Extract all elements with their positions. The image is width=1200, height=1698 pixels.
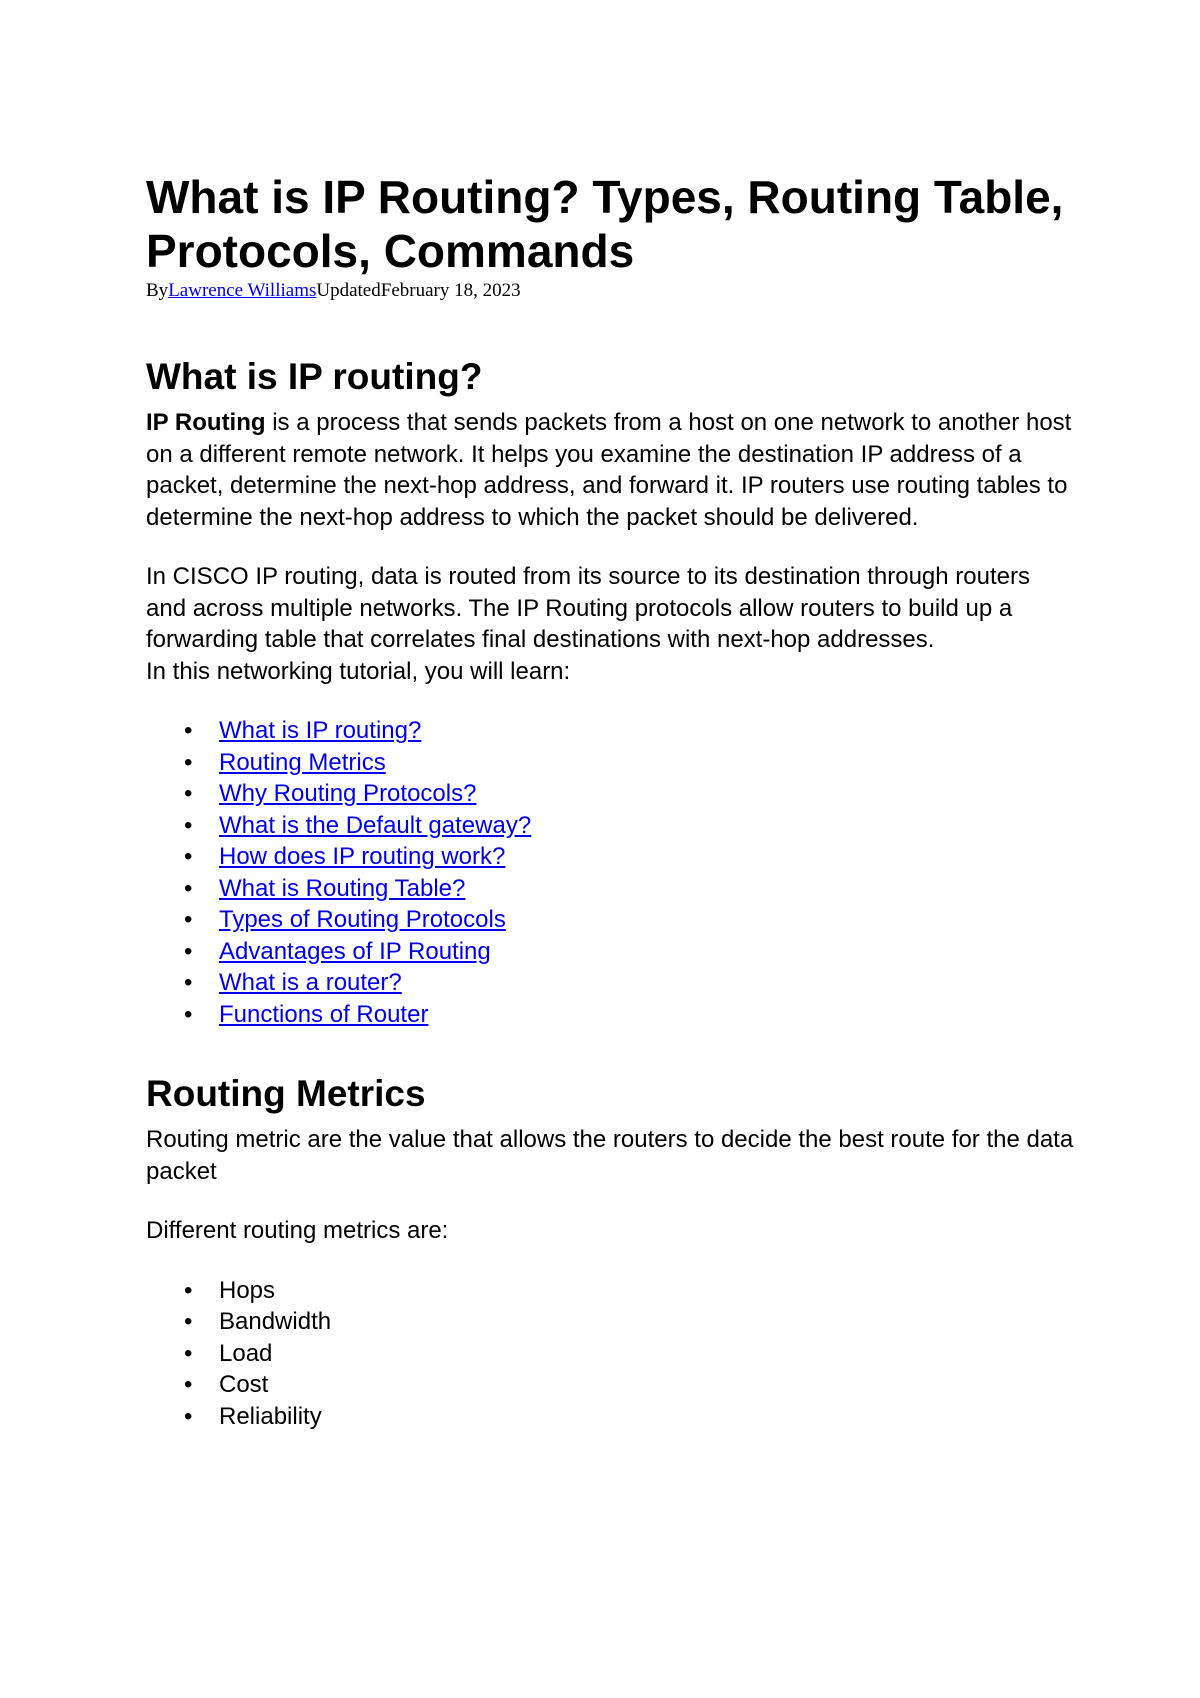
- bullet-icon: •: [184, 843, 193, 870]
- toc-item: [146, 999, 1076, 1031]
- bullet-icon: •: [184, 780, 193, 807]
- metric-item: [146, 1401, 1076, 1433]
- section-heading-ip-routing: What is IP routing?: [146, 356, 483, 397]
- bullet-icon: •: [184, 1402, 193, 1430]
- toc-link[interactable]: What is Routing Table?: [219, 874, 466, 902]
- author-link[interactable]: Lawrence Williams: [168, 280, 317, 301]
- toc-link[interactable]: Advantages of IP Routing: [219, 937, 491, 965]
- bullet-icon: •: [184, 1308, 193, 1335]
- toc-link[interactable]: Routing Metrics: [219, 748, 386, 776]
- metrics-intro-paragraph: Different routing metrics are:: [146, 1217, 449, 1244]
- metric-label: Bandwidth: [219, 1308, 332, 1335]
- toc-item: [146, 904, 1076, 936]
- bullet-icon: •: [184, 1339, 193, 1367]
- bullet-icon: •: [184, 969, 193, 996]
- metric-label: Cost: [219, 1371, 269, 1398]
- metric-label: Hops: [219, 1276, 276, 1304]
- article: [146, 170, 1076, 1432]
- bullet-icon: •: [184, 874, 193, 902]
- byline: [146, 279, 1076, 303]
- section-heading-routing-metrics: Routing Metrics: [146, 1073, 426, 1114]
- toc-link[interactable]: What is the Default gateway?: [219, 811, 532, 839]
- intro-paragraph: [146, 407, 1076, 533]
- byline-updated-label: Updated: [316, 280, 381, 301]
- toc-item: [146, 967, 1076, 999]
- toc-link[interactable]: Why Routing Protocols?: [219, 780, 477, 807]
- bullet-icon: •: [184, 1000, 193, 1028]
- intro-bold-term: IP Routing: [146, 409, 266, 436]
- byline-by-label: By: [146, 280, 169, 301]
- metric-item: [146, 1338, 1076, 1370]
- intro-text: is a process that sends packets from a host on one network to another host on a different remote network. It helps you examine the destination IP address of a packet, determine the next-hop address, and forward it. IP routers use routing tables to determine the next-hop address to which the packet should be delivered.: [146, 409, 1072, 531]
- toc-link[interactable]: How does IP routing work?: [219, 843, 506, 870]
- toc-item: [146, 873, 1076, 905]
- byline-date: February 18, 2023: [380, 280, 521, 301]
- toc-link[interactable]: Functions of Router: [219, 1000, 429, 1028]
- toc-item: [146, 778, 1076, 810]
- bullet-icon: •: [184, 906, 193, 933]
- metric-item: [146, 1369, 1076, 1401]
- toc-link[interactable]: Types of Routing Protocols: [219, 906, 506, 933]
- bullet-icon: •: [184, 748, 193, 776]
- toc-item: [146, 810, 1076, 842]
- tutorial-intro-paragraph: In this networking tutorial, you will learn:: [146, 657, 571, 685]
- routing-metric-definition: Routing metric are the value that allows the routers to decide the best route for the data packet: [146, 1126, 1074, 1185]
- cisco-paragraph: In CISCO IP routing, data is routed from its source to its destination through routers and across multiple networks. The IP Routing protocols allow routers to build up a forwarding table that correlates final destinations with next-hop addresses.: [146, 563, 1030, 653]
- metric-label: Reliability: [219, 1402, 322, 1430]
- routing-metrics-list: [146, 1275, 1076, 1433]
- metric-item: [146, 1275, 1076, 1307]
- bullet-icon: •: [184, 1276, 193, 1304]
- toc-item: [146, 747, 1076, 779]
- toc-link[interactable]: What is IP routing?: [219, 717, 422, 744]
- toc-item: [146, 936, 1076, 968]
- bullet-icon: •: [184, 717, 193, 744]
- metric-item: [146, 1306, 1076, 1338]
- article-title: What is IP Routing? Types, Routing Table, Protocols, Commands: [146, 171, 1064, 277]
- metric-label: Load: [219, 1339, 273, 1367]
- bullet-icon: •: [184, 1371, 193, 1398]
- toc-item: [146, 715, 1076, 747]
- toc-item: [146, 841, 1076, 873]
- bullet-icon: •: [184, 937, 193, 965]
- toc-link[interactable]: What is a router?: [219, 969, 402, 996]
- bullet-icon: •: [184, 811, 193, 839]
- table-of-contents: [146, 715, 1076, 1030]
